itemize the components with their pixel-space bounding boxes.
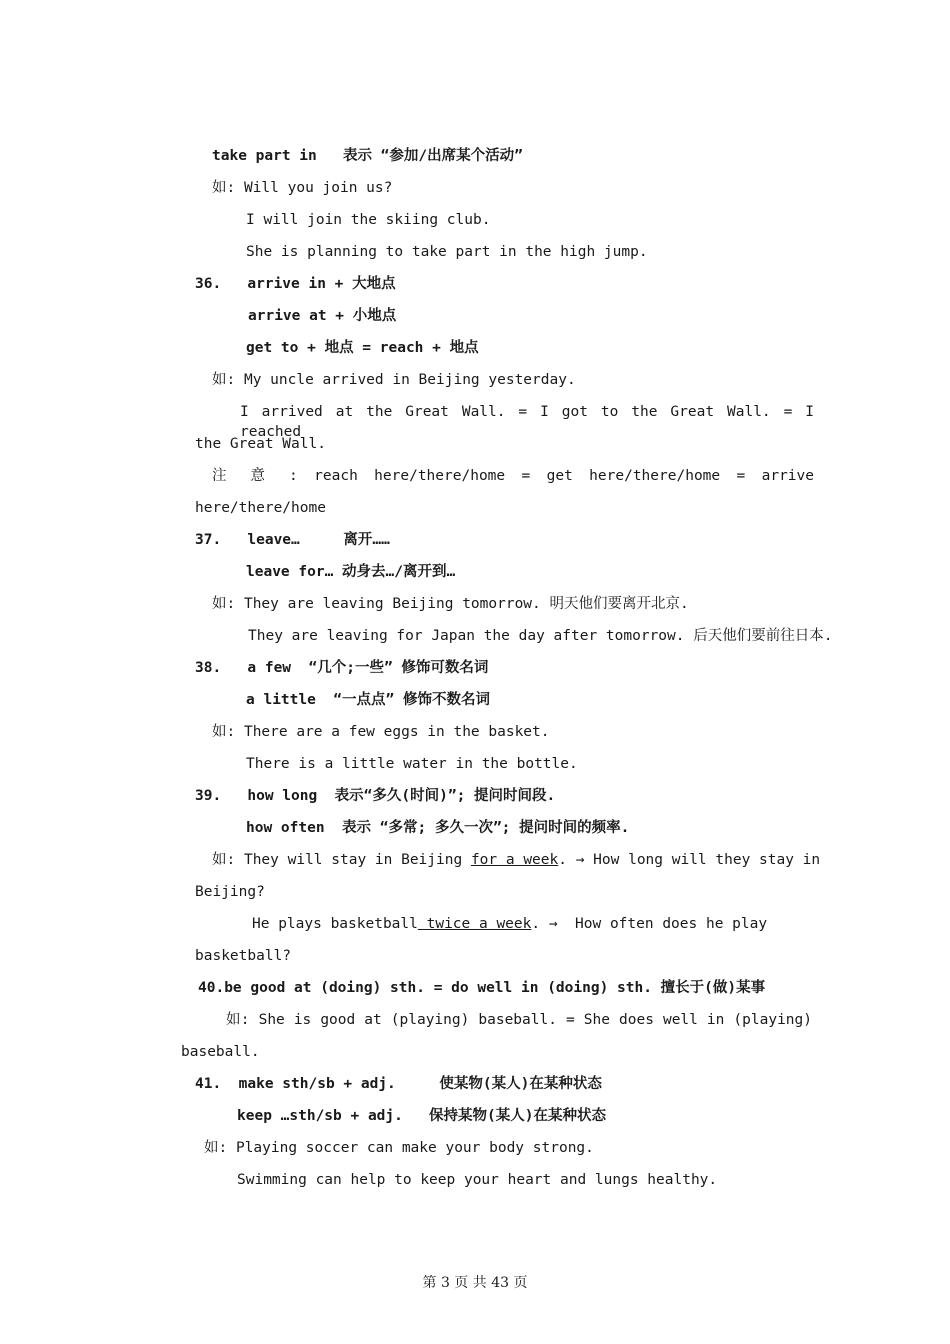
item-36-phrase: get to + 地点 = reach + 地点 [246,340,479,356]
item-41-phrase: keep …sth/sb + adj. 保持某物(某人)在某种状态 [237,1108,607,1124]
page-number-footer: 第 3 页 共 43 页 [422,1275,528,1291]
underlined-answer: twice a week [417,916,532,932]
phrase-take-part-in: take part in 表示 “参加/出席某个活动” [212,148,523,164]
note-line: here/there/home [195,500,326,516]
example-line: 如: They are leaving Beijing tomorrow. 明天他们要离开北京. [212,596,689,612]
example-line: 如: Will you join us? [212,180,393,196]
example-line: basketball? [195,948,292,964]
item-39-phrase: how often 表示 “多常; 多久一次”; 提问时间的频率. [246,820,630,836]
item-36-phrase: arrive at + 小地点 [248,308,397,324]
note-line: 注 意 : reach here/there/home = get here/there/home = arrive [212,468,814,484]
item-41-heading: 41. make sth/sb + adj. 使某物(某人)在某种状态 [195,1076,602,1092]
example-line: baseball. [181,1044,260,1060]
example-line: 如: My uncle arrived in Beijing yesterday. [212,372,576,388]
example-line: They are leaving for Japan the day after tomorrow. 后天他们要前往日本. [248,628,833,644]
example-line: the Great Wall. [195,436,326,452]
example-line: Swimming can help to keep your heart and lungs healthy. [237,1172,718,1188]
item-36-heading: 36. arrive in + 大地点 [195,276,396,292]
example-line: 如: She is good at (playing) baseball. = She does well in (playing) [226,1012,812,1028]
item-39-heading: 39. how long 表示“多久(时间)”; 提问时间段. [195,788,556,804]
item-37-phrase: leave for… 动身去…/离开到… [246,564,456,580]
example-line: He plays basketball twice a week. → How often does he play [252,916,768,932]
example-line: 如: They will stay in Beijing for a week. → How long will they stay in [212,852,821,868]
item-40-heading: 40.be good at (doing) sth. = do well in (doing) sth. 擅长于(做)某事 [198,980,766,996]
item-38-heading: 38. a few “几个;一些” 修饰可数名词 [195,660,489,676]
underlined-answer: for a week [470,852,559,868]
example-line: I arrived at the Great Wall. = I got to the Great Wall. = I reached [240,404,814,440]
example-line: 如: Playing soccer can make your body strong. [204,1140,594,1156]
example-line: I will join the skiing club. [246,212,491,228]
example-line: There is a little water in the bottle. [246,756,578,772]
item-38-phrase: a little “一点点” 修饰不数名词 [246,692,490,708]
example-line: 如: There are a few eggs in the basket. [212,724,550,740]
example-line: She is planning to take part in the high jump. [246,244,648,260]
item-37-heading: 37. leave… 离开…… [195,532,390,548]
example-line: Beijing? [195,884,265,900]
